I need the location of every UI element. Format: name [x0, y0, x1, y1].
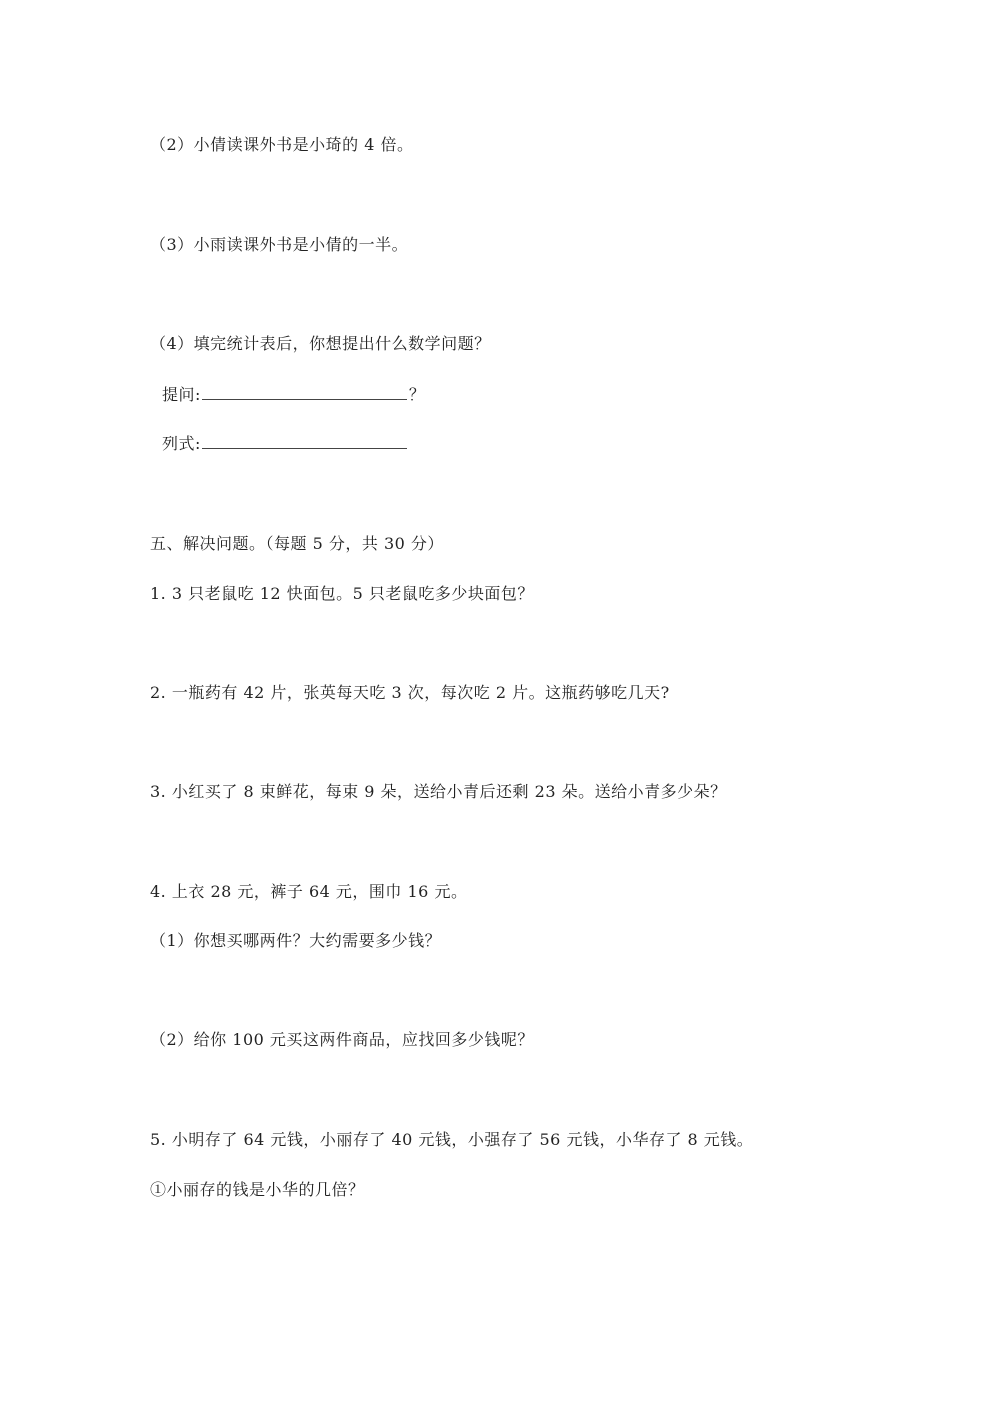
ask-blank: [202, 383, 407, 400]
ask-end: ？: [408, 385, 426, 404]
problem-5-sub-1: ①小丽存的钱是小华的几倍？: [150, 1180, 365, 1199]
question-2-line: （2）小倩读课外书是小琦的 4 倍。: [150, 135, 414, 154]
problem-1: 1. 3 只老鼠吃 12 快面包。5 只老鼠吃多少块面包？: [150, 584, 534, 603]
question-4-line: （4）填完统计表后，你想提出什么数学问题？: [150, 334, 491, 353]
problem-2: 2. 一瓶药有 42 片，张英每天吃 3 次，每次吃 2 片。这瓶药够吃几天?: [150, 683, 670, 702]
formula-label: 列式:: [162, 434, 201, 453]
formula-line: [162, 432, 409, 455]
problem-3: 3. 小红买了 8 束鲜花，每束 9 朵，送给小青后还剩 23 朵。送给小青多少朵？: [150, 782, 727, 801]
ask-label: 提问:: [162, 385, 201, 404]
formula-blank: [202, 432, 407, 449]
section-5-heading: 五、解决问题。（每题 5 分，共 30 分）: [150, 534, 444, 553]
question-3-line: （3）小雨读课外书是小倩的一半。: [150, 235, 409, 254]
ask-line: [162, 383, 425, 406]
problem-4-sub-2: （2）给你 100 元买这两件商品，应找回多少钱呢？: [150, 1030, 534, 1049]
problem-4-sub-1: （1）你想买哪两件？大约需要多少钱？: [150, 931, 442, 950]
problem-5: 5. 小明存了 64 元钱，小丽存了 40 元钱，小强存了 56 元钱，小华存了 8 元钱。: [150, 1130, 754, 1149]
problem-4: 4. 上衣 28 元，裤子 64 元，围巾 16 元。: [150, 882, 468, 901]
